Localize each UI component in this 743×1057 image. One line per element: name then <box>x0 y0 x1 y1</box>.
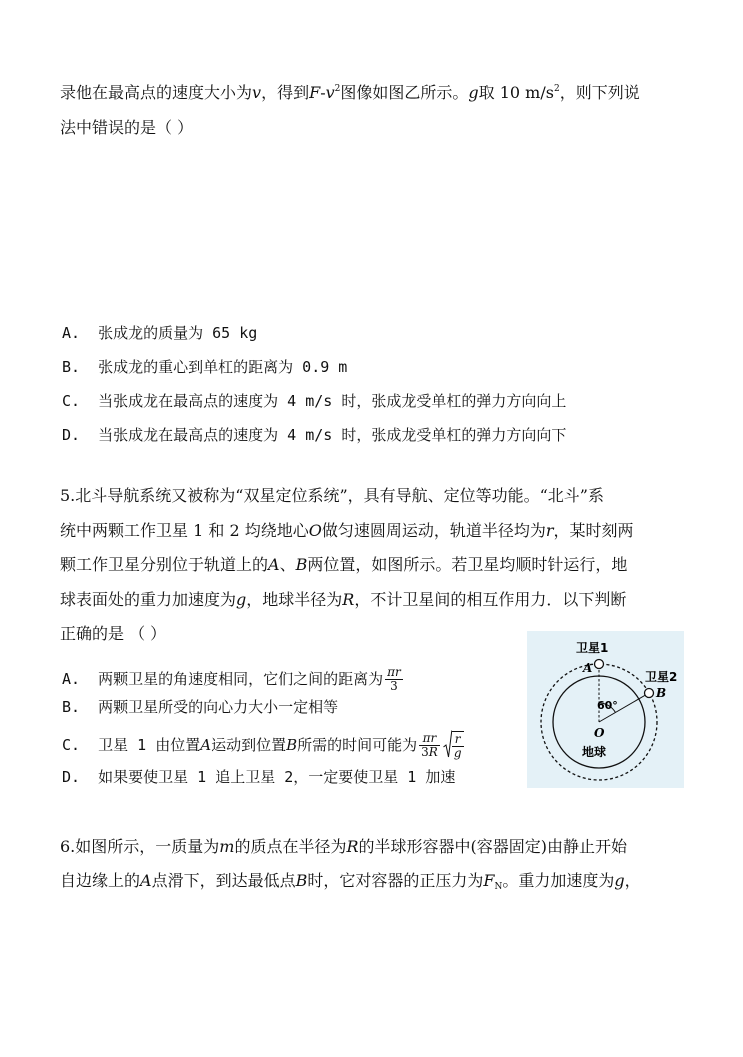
option-text: 两颗卫星的角速度相同，它们之间的距离为 <box>98 670 384 688</box>
q4-text: ，则下列说 <box>559 83 640 102</box>
option-text: 当张成龙在最高点的速度为 4 m/s 时，张成龙受单杠的弹力方向向下 <box>98 426 567 444</box>
denominator-coefficient: 3 <box>421 745 429 759</box>
q6-text: 点滑下，到达最低点 <box>151 871 296 890</box>
q5-text: 统中两颗工作卫星 1 和 2 均绕地心 <box>60 521 309 540</box>
q5-stem-line-3 <box>60 554 627 576</box>
center-o-label: O <box>594 726 605 740</box>
option-text: 张成龙的重心到单杠的距离为 0.9 m <box>98 358 348 376</box>
option-label: D. <box>62 768 81 786</box>
option-text: 两颗卫星所受的向心力大小一定相等 <box>98 698 339 716</box>
q6-stem-line-2 <box>60 870 641 892</box>
q4-dash: - <box>320 83 326 102</box>
q4-text: 录他在最高点的速度大小为 <box>60 83 253 102</box>
satellite-2-icon <box>645 689 654 698</box>
q5-var-A: A <box>200 736 212 754</box>
q6-var-g: g <box>614 871 625 890</box>
option-label: C. <box>62 392 81 410</box>
q5-text: ，不计卫星间的相互作用力．以下判断 <box>354 590 627 609</box>
q4-var-g: g <box>468 83 479 102</box>
q6-text: 的半球形容器中(容器固定)由静止开始 <box>358 837 628 856</box>
q6-var-A: A <box>140 871 152 890</box>
q6-var-R: R <box>346 837 359 856</box>
q4-var-v: v <box>325 83 335 102</box>
q5-option-d <box>62 767 455 787</box>
q5-var-O: O <box>308 521 322 540</box>
option-label: B. <box>62 358 81 376</box>
radicand-fraction <box>452 731 464 760</box>
option-text: 卫星 1 由位置 <box>98 736 201 754</box>
q5-stem-line-4 <box>60 589 626 611</box>
point-b-label: B <box>656 686 667 700</box>
q5-var-B: B <box>295 555 308 574</box>
fraction-pi-r-over-3R <box>419 732 440 759</box>
q6-subscript: N <box>494 882 503 892</box>
q4-text: 图像如图乙所示。 <box>340 83 469 102</box>
option-label: B. <box>62 698 81 716</box>
q5-var-R: R <box>342 590 355 609</box>
option-text: 运动到位置 <box>211 736 287 754</box>
satellite-2-label: 卫星2 <box>645 670 678 684</box>
q5-stem-line-5: 正确的是 （ ） <box>60 624 167 643</box>
q6-text: 时，它对容器的正压力为 <box>307 871 484 890</box>
q5-text: ，某时刻两 <box>553 521 634 540</box>
q6-var-B: B <box>295 871 308 890</box>
q4-option-d <box>62 425 566 445</box>
option-text: 张成龙的质量为 65 kg <box>98 324 258 342</box>
point-a-label: A <box>583 661 593 675</box>
q6-var-F: F <box>483 871 495 890</box>
q4-superscript: 2 <box>334 84 341 94</box>
denominator-var-R: R <box>428 745 438 759</box>
q4-var-F: F <box>309 83 321 102</box>
q5-stem-line-1: 5.北斗导航系统又被称为“双星定位系统”，具有导航、定位等功能。“北斗”系 <box>60 486 604 505</box>
angle-label: 60° <box>597 699 618 712</box>
q5-text: 球表面处的重力加速度为 <box>60 590 237 609</box>
option-label: A. <box>62 670 81 688</box>
option-text: 如果要使卫星 1 追上卫星 2，一定要使卫星 1 加速 <box>98 768 456 786</box>
q5-text: 两位置，如图所示。若卫星均顺时针运行，地 <box>307 555 628 574</box>
q6-var-m: m <box>219 837 235 856</box>
q6-text: 的质点在半径为 <box>234 837 347 856</box>
square-root-r-over-g <box>443 731 464 760</box>
radical-sign-icon <box>443 729 452 759</box>
q4-option-b <box>62 357 347 377</box>
q4-text: ，得到 <box>261 83 310 102</box>
q5-text: 做匀速圆周运动，轨道半径均为 <box>321 521 546 540</box>
fraction-denominator <box>419 746 440 759</box>
option-text: 所需的时间可能为 <box>297 736 418 754</box>
satellite-orbit-figure <box>527 631 684 788</box>
satellite-1-icon <box>595 660 604 669</box>
q5-var-g: g <box>236 590 247 609</box>
q5-option-c <box>62 731 464 760</box>
q5-stem-line-2 <box>60 520 634 542</box>
q5-text: 颗工作卫星分别位于轨道上的 <box>60 555 269 574</box>
q6-text: 6.如图所示，一质量为 <box>60 837 220 856</box>
q6-text: ， <box>624 871 641 890</box>
option-label: C. <box>62 736 81 754</box>
q6-text: 。重力加速度为 <box>502 871 615 890</box>
fraction-denominator: g <box>453 746 462 760</box>
q5-var-r: r <box>545 521 554 540</box>
q5-option-a <box>62 666 405 693</box>
satellite-1-label: 卫星1 <box>576 641 609 655</box>
fraction-numerator: r <box>452 733 464 747</box>
q4-option-a <box>62 323 257 343</box>
fraction-pi-r-over-3 <box>385 666 403 693</box>
fraction-numerator: πr <box>419 732 440 746</box>
q6-text: 自边缘上的 <box>60 871 141 890</box>
q5-var-B: B <box>286 736 298 754</box>
q5-text: 、 <box>279 555 296 574</box>
option-text: 当张成龙在最高点的速度为 4 m/s 时，张成龙受单杠的弹力方向向上 <box>98 392 567 410</box>
earth-label: 地球 <box>582 745 607 759</box>
fraction-denominator: 3 <box>390 679 398 693</box>
q5-text: ，地球半径为 <box>246 590 343 609</box>
q6-stem-line-1 <box>60 836 627 858</box>
q4-stem-line-1 <box>60 82 640 104</box>
q4-superscript: 2 <box>553 84 560 94</box>
q4-text: 取 10 m/s <box>478 83 554 102</box>
option-label: A. <box>62 324 81 342</box>
q4-option-c <box>62 391 566 411</box>
q5-var-A: A <box>268 555 280 574</box>
option-label: D. <box>62 426 81 444</box>
fraction-numerator: πr <box>387 665 401 679</box>
q4-stem-line-2: 法中错误的是（ ） <box>60 118 194 137</box>
q4-var-v: v <box>252 83 262 102</box>
q5-option-b <box>62 697 338 717</box>
